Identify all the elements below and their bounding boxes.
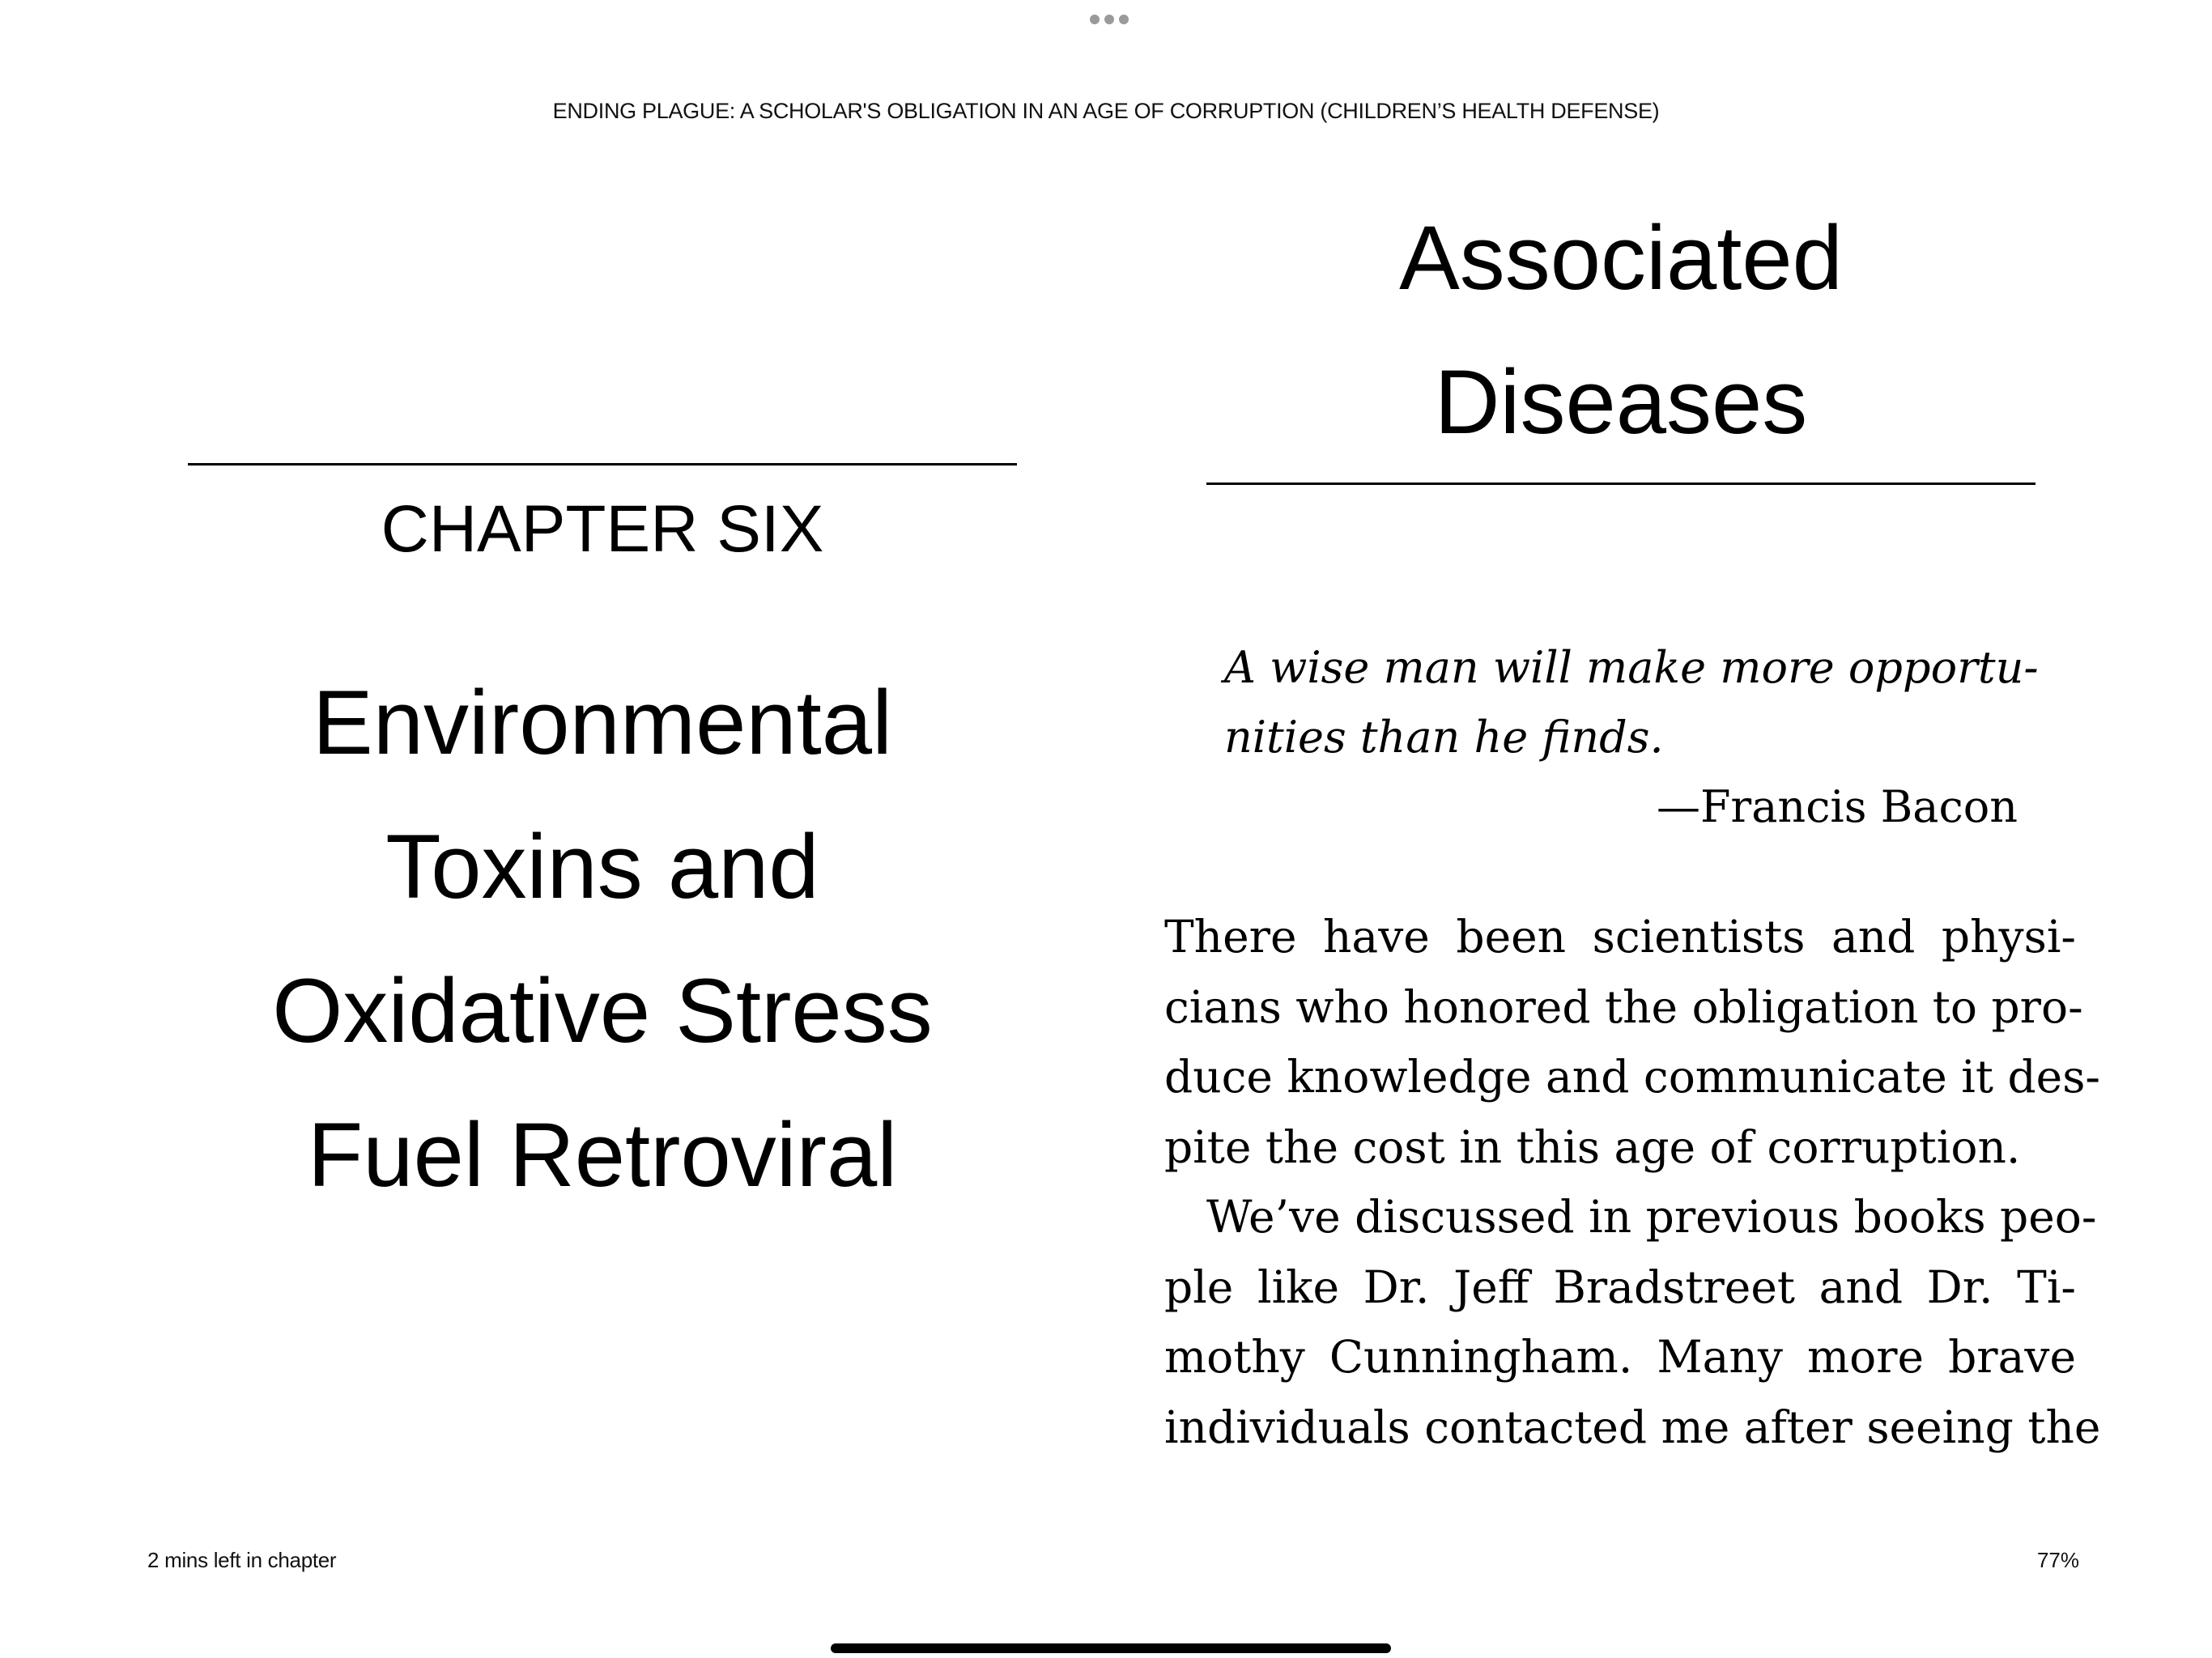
chapter-rule — [188, 463, 1017, 466]
body-line: We’ve discussed in previous books peo- — [1206, 1191, 2097, 1243]
reading-progress: 77% — [2036, 1548, 2079, 1572]
body-line: pite the cost in this age of corruption. — [1164, 1120, 2021, 1173]
body-line: individuals contacted me after seeing the — [1164, 1401, 2101, 1453]
home-indicator[interactable] — [831, 1643, 1391, 1653]
dot-icon — [1090, 15, 1100, 24]
chapter-title-line: Oxidative Stress — [272, 960, 933, 1061]
chapter-title-continued — [1206, 186, 2035, 474]
body-line: duce knowledge and communicate it des- — [1164, 1051, 2101, 1103]
body-line: There have been scientists and physi- — [1164, 911, 2076, 963]
chapter-title-line: Toxins and — [385, 816, 819, 917]
body-line: ple like Dr. Jeff Bradstreet and Dr. Ti- — [1164, 1261, 2076, 1313]
time-left-in-chapter: 2 mins left in chapter — [147, 1548, 337, 1572]
chapter-title-line: Environmental — [313, 672, 892, 773]
body-text[interactable] — [1164, 902, 2101, 1462]
dot-icon — [1104, 15, 1114, 24]
epigraph-line: A wise man will make more opportu- — [1224, 642, 2039, 693]
chapter-title-line: Fuel Retroviral — [307, 1104, 898, 1205]
chapter-title-line: Diseases — [1434, 351, 1808, 453]
body-line: cians who honored the obligation to pro- — [1164, 980, 2083, 1033]
chapter-title — [162, 651, 1043, 1227]
book-title[interactable]: ENDING PLAGUE: A SCHOLAR'S OBLIGATION IN AN AGE OF CORRUPTION (CHILDREN’S HEALTH DEFENSE) — [552, 99, 1660, 123]
chapter-label: CHAPTER SIX — [381, 492, 824, 566]
epigraph-line: nities than he finds. — [1224, 712, 1664, 763]
epigraph-quote — [1224, 633, 2039, 772]
body-line: mothy Cunningham. Many more brave — [1164, 1331, 2076, 1383]
chapter-title-line: Associated — [1399, 207, 1843, 308]
more-options-handle[interactable] — [1090, 13, 1129, 26]
heading-rule — [1206, 483, 2035, 485]
epigraph-attribution: —Francis Bacon — [1656, 781, 2018, 832]
dot-icon — [1119, 15, 1129, 24]
